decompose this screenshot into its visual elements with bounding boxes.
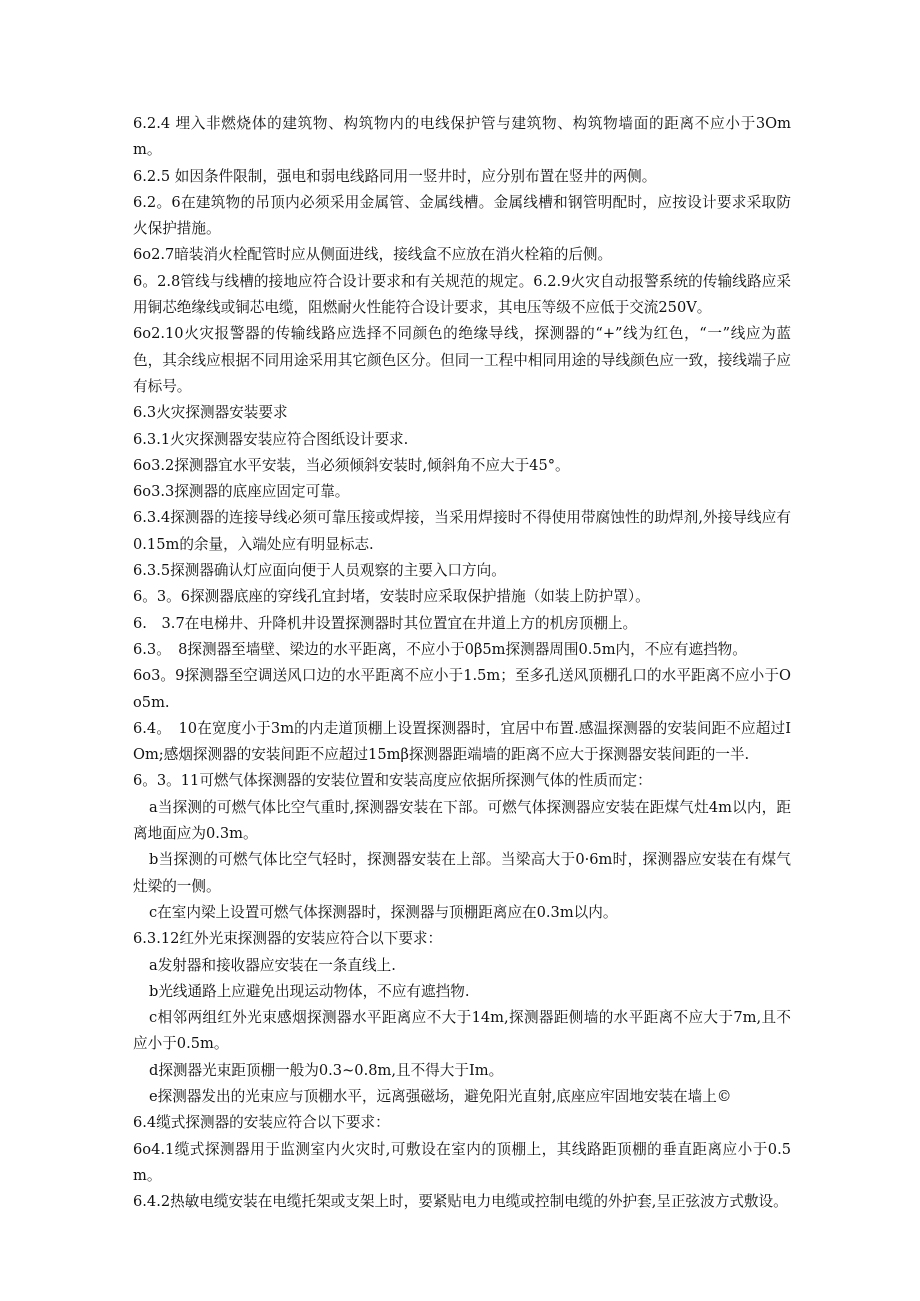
paragraph-6-2-4: 6.2.4 埋入非燃烧体的建筑物、构筑物内的电线保护管与建筑物、构筑物墙面的距离不应小于3Omm。 bbox=[133, 115, 791, 159]
paragraph-6-3-12: 6.3.12红外光束探测器的安装应符合以下要求： bbox=[133, 930, 443, 948]
paragraph-6-4-2: 6.4.2热敏电缆安装在电缆托架或支架上时，要紧贴电力电缆或控制电缆的外护套,呈正弦波方式敷设。 bbox=[133, 1193, 788, 1211]
paragraph-6-4-1: 6o4.1缆式探测器用于监测室内火灾时,可敷设在室内的顶棚上，其线路距顶棚的垂直距离应小于0.5m。 bbox=[133, 1140, 791, 1184]
paragraph-6-3-3: 6o3.3探测器的底座应固定可靠。 bbox=[133, 483, 350, 501]
section-heading-6-3: 6.3火灾探测器安装要求 bbox=[133, 404, 288, 422]
document-body bbox=[133, 111, 791, 1215]
paragraph-6-3-7: 6. 3.7在电梯井、升降机井设置探测器时其位置宜在井道上方的机房顶棚上。 bbox=[133, 614, 638, 632]
list-item-6-3-11-a: a当探测的可燃气体比空气重时,探测器安装在下部。可燃气体探测器应安装在距煤气灶4m以内，距离地面应为0.3m。 bbox=[133, 798, 791, 843]
paragraph-6-3-9: 6o3。9探测器至空调送风口边的水平距离不应小于1.5m；至多孔送风顶棚孔口的水平距离不应小于Oo5m. bbox=[133, 667, 791, 711]
list-item-6-3-12-c: c相邻两组红外光束感烟探测器水平距离应不大于14m,探测器距侧墙的水平距离不应大于7m,且不应小于0.5m。 bbox=[133, 1009, 791, 1053]
paragraph-6-2-7: 6o2.7暗装消火栓配管时应从侧面进线，接线盒不应放在消火栓箱的后侧。 bbox=[133, 246, 613, 264]
section-heading-6-4: 6.4缆式探测器的安装应符合以下要求： bbox=[133, 1114, 390, 1132]
paragraph-6-3-6: 6。3。6探测器底座的穿线孔宜封堵，安装时应采取保护措施（如装上防护罩）。 bbox=[133, 588, 650, 606]
paragraph-6-3-2: 6o3.2探测器宜水平安装，当必须倾斜安装时,倾斜角不应大于45°。 bbox=[133, 456, 570, 474]
paragraph-6-2-5: 6.2.5 如因条件限制，强电和弱电线路同用一竖井时，应分别布置在竖井的两侧。 bbox=[133, 167, 657, 185]
paragraph-6-3-5: 6.3.5探测器确认灯应面向便于人员观察的主要入口方向。 bbox=[133, 562, 506, 580]
paragraph-6-3-11: 6。3。11可燃气体探测器的安装位置和安装高度应依据所探测气体的性质而定： bbox=[133, 772, 652, 790]
list-item-6-3-12-a: a发射器和接收器应安装在一条直线上. bbox=[149, 956, 396, 974]
paragraph-6-2-10: 6o2.10火灾报警器的传输线路应选择不同颜色的绝缘导线，探测器的“+”线为红色，“一”线应为蓝色，其余线应根据不同用途采用其它颜色区分。但同一工程中相同用途的导线颜色应一致，接线端子应有标号。 bbox=[133, 325, 791, 395]
paragraph-6-2-8: 6。2.8管线与线槽的接地应符合设计要求和有关规范的规定。6.2.9火灾自动报警系统的传输线路应采用铜芯绝缘线或铜芯电缆，阻燃耐火性能符合设计要求，其电压等级不应低于交流250V。 bbox=[133, 272, 791, 317]
paragraph-6-2-6: 6.2。6在建筑物的吊顶内必须采用金属管、金属线槽。金属线槽和钢管明配时，应按设计要求采取防火保护措施。 bbox=[133, 193, 791, 238]
paragraph-6-3-4: 6.3.4探测器的连接导线必须可靠压接或焊接，当采用焊接时不得使用带腐蚀性的助焊剂,外接导线应有0.15m的余量，入端处应有明显标志. bbox=[133, 509, 791, 553]
paragraph-6-3-10: 6.4。 10在宽度小于3m的内走道顶棚上设置探测器时，宜居中布置.感温探测器的安装间距不应超过IOm;感烟探测器的安装间距不应超过15mβ探测器距端墙的距离不应大于探测器安装间距的一半. bbox=[133, 719, 791, 764]
list-item-6-3-12-d: d探测器光束距顶棚一般为0.3~0.8m,且不得大于Im。 bbox=[149, 1061, 504, 1079]
list-item-6-3-12-b: b光线通路上应避免出现运动物体，不应有遮挡物. bbox=[149, 982, 470, 1000]
list-item-6-3-11-c: c在室内梁上设置可燃气体探测器时，探测器与顶棚距离应在0.3m以内。 bbox=[149, 903, 618, 921]
list-item-6-3-12-e: e探测器发出的光束应与顶棚水平，远离强磁场，避免阳光直射,底座应牢固地安装在墙上© bbox=[149, 1087, 732, 1105]
list-item-6-3-11-b: b当探测的可燃气体比空气轻时，探测器安装在上部。当梁高大于0·6m时，探测器应安装在有煤气灶梁的一侧。 bbox=[133, 851, 791, 895]
paragraph-6-3-1: 6.3.1火灾探测器安装应符合图纸设计要求. bbox=[133, 430, 409, 448]
paragraph-6-3-8: 6.3。 8探测器至墙壁、梁边的水平距离，不应小于0β5m探测器周围0.5m内，不应有遮挡物。 bbox=[133, 640, 747, 658]
